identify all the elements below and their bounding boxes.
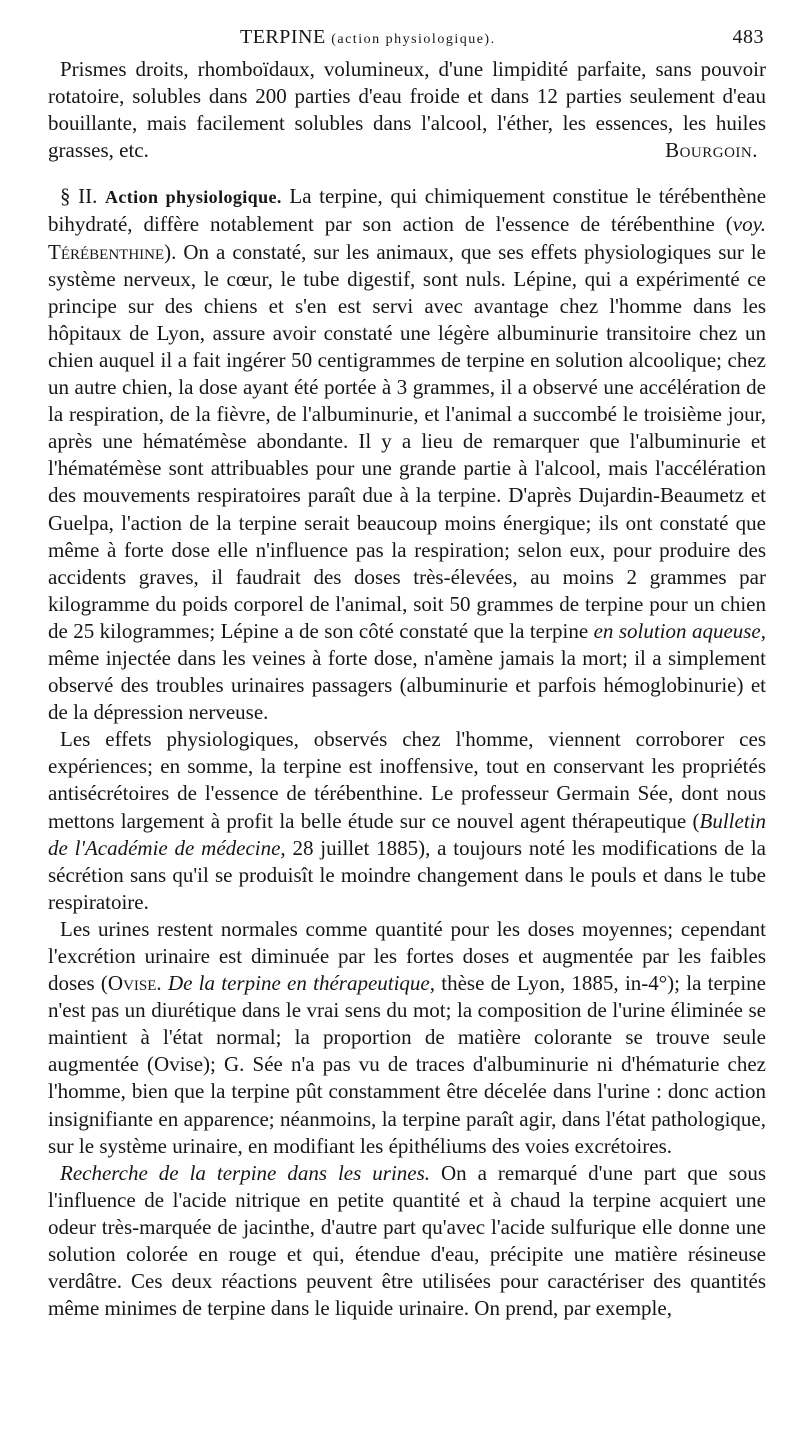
thesis-title: De la terpine en thérapeutique, [167, 971, 435, 996]
document-page [48, 26, 766, 1322]
section-number: § II. [60, 184, 98, 209]
running-header [48, 26, 766, 56]
section-2-paragraph-1: § II. Action physiologique. La terpine, qui chimiquement constitue le térébenthène bihydraté, diffère notablement par son action de l'essence de térébenthine (voy. Térébenthine). On a constaté, sur les animaux, que ses effets physiologiques sur le système nerveux, le cœur, le tube digestif, sont nuls. Lépine, qui a expérimenté ce principe sur des chiens et s'en est servi avec avantage chez l'homme dans les hôpitaux de Lyon, assure avoir constaté une légère albuminurie transitoire chez un chien auquel il a fait ingérer 50 centigrammes de terpine en solution alcoolique; chez un autre chien, la dose ayant été portée à 3 grammes, il a observé une accélération de la respiration, de la fièvre, de l'albuminurie, et l'animal a succombé le troisième jour, après une hématémèse abondante. Il y a lieu de remarquer que l'albuminurie et l'hématémèse sont attribuables pour une grande partie à l'alcool, mais l'accélération des mouvements respiratoires paraît due à la terpine. D'après Dujardin-Beaumetz et Guelpa, l'action de la terpine serait beaucoup moins énergique; ils ont constaté que même à forte dose elle n'influence pas la respiration; selon eux, pour produire des accidents graves, il faudrait des doses très-élevées, au moins 2 grammes par kilogramme du poids corporel de l'animal, soit 50 grammes de terpine pour un chien de 25 kilogrammes; Lépine a de son côté constaté que la terpine en solution aqueuse, même injectée dans les veines à forte dose, n'amène jamais la mort; il a simplement observé des troubles urinaires passagers (albuminurie et parfois hémoglobinurie) et de la dépression nerveuse. [48, 184, 767, 725]
page-number: 483 [732, 26, 764, 48]
section-2-paragraph-2: Les effets physiologiques, observés chez l'homme, viennent corroborer ces expériences; en somme, la terpine est inoffensive, tout en conservant les propriétés antisécrétoires de l'essence de térébenthine. Le professeur Germain Sée, dont nous mettons largement à profit la belle étude sur ce nouvel agent thérapeutique (Bulletin de l'Académie de médecine, 28 juillet 1885), a toujours noté les modifications de la sécrétion sans qu'il se produisît le moindre changement dans le pouls et dans le tube respiratoire. [48, 727, 766, 914]
citation-title: Bulletin de l'Académie de médecine, [48, 808, 766, 860]
header-title: TERPINE (action physiologique). [240, 26, 496, 48]
subsection-heading: Recherche de la terpine dans les urines. [60, 1160, 431, 1185]
intro-paragraph: Prismes droits, rhomboïdaux, volumineux, d'une limpidité parfaite, sans pouvoir rotatoire, solubles dans 200 parties d'eau froide et dans 12 parties seulement d'eau bouillante, mais facilement solubles dans l'alcool, l'éther, les essences, les huiles grasses, etc. Bourgoin. [48, 56, 766, 164]
section-2-paragraph-3: Les urines restent normales comme quantité pour les doses moyennes; cependant l'excrétion urinaire est diminuée par les fortes doses et augmentée par les faibles doses (Ovise. De la terpine en thérapeutique, thèse de Lyon, 1885, in-4°); la terpine n'est pas un diurétique dans le vrai sens du mot; la composition de l'urine éliminée se maintient à l'état normal; la proportion de matière colorante se trouve seule augmentée (Ovise); G. Sée n'a pas vu de traces d'albuminurie ni d'hématurie chez l'homme, bien que la terpine pût constamment être décelée dans l'urine : donc action insignifiante en apparence; néanmoins, la terpine paraît agir, dans l'état pathologique, sur le système urinaire, en modifiant les épithéliums des voies excrétoires. [48, 916, 766, 1158]
section-2-paragraph-4: Recherche de la terpine dans les urines. On a remarqué d'une part que sous l'influence de l'acide nitrique en petite quantité et à chaud la terpine acquiert une odeur très-marquée de jacinthe, d'autre part qu'avec l'acide sulfurique elle donne une solution colorée en rouge et qui, étendue d'eau, précipite une matière résineuse verdâtre. Ces deux réactions peuvent être utilisées pour caractériser des quantités même minimes de terpine dans le liquide urinaire. On prend, par exemple, [48, 1160, 766, 1321]
section-title: Action physiologique. [104, 187, 282, 208]
body-text [48, 56, 766, 1322]
author-reference: Ovise. [107, 971, 162, 996]
cross-reference: Térébenthine [48, 239, 165, 264]
author-signature: Bourgoin. [665, 138, 758, 163]
